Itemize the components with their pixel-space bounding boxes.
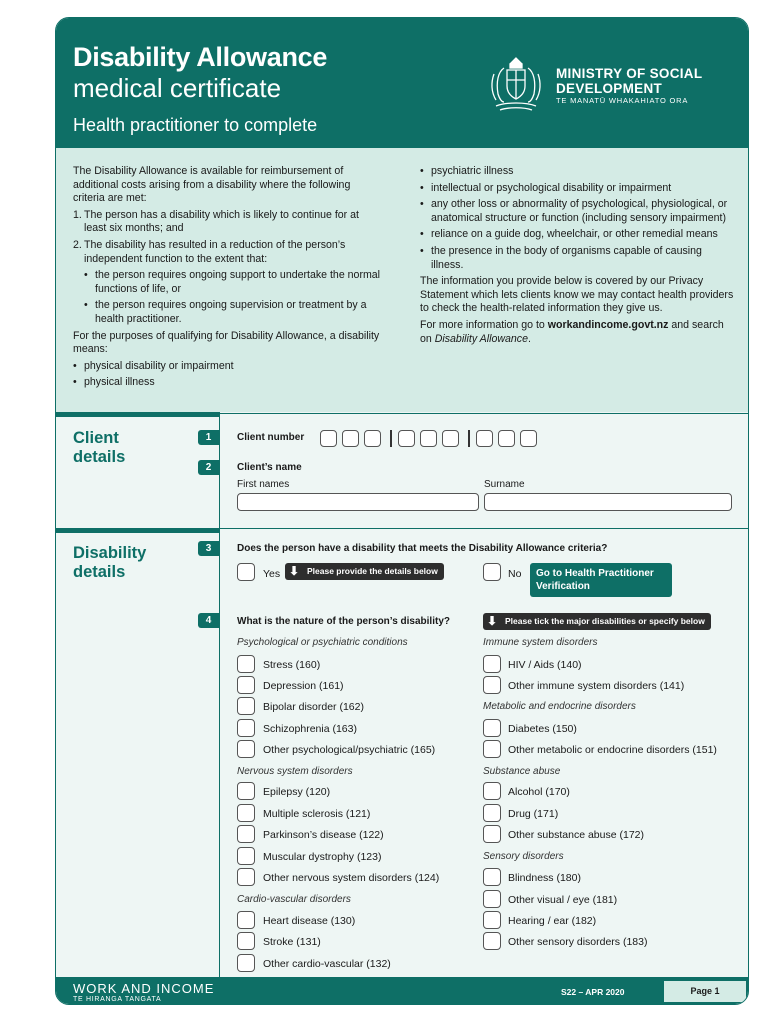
client-name-label: Client’s name (237, 462, 302, 473)
form-footer (56, 977, 748, 1005)
arrow-down-icon: ⬇ (289, 564, 300, 578)
category-heading: Sensory disorders (483, 851, 564, 862)
condition-label: Diabetes (150) (508, 723, 577, 735)
form-subtitle: medical certificate (73, 73, 282, 103)
digit-box[interactable] (476, 430, 493, 447)
condition-checkbox[interactable] (237, 954, 255, 972)
nature-question: What is the nature of the person’s disability? (237, 616, 450, 627)
condition-label: HIV / Aids (140) (508, 659, 582, 671)
condition-label: Other immune system disorders (141) (508, 680, 685, 692)
condition-label: Stroke (131) (263, 936, 321, 948)
criteria-subitem: • the person requires ongoing support to undertake the normal functions of life, or (84, 269, 381, 295)
condition-checkbox[interactable] (483, 782, 501, 800)
condition-checkbox[interactable] (237, 847, 255, 865)
condition-label: Stress (160) (263, 659, 321, 671)
nz-coat-of-arms-icon (486, 56, 546, 112)
no-checkbox[interactable] (483, 563, 501, 581)
section-divider-vertical (219, 412, 220, 528)
category-heading: Substance abuse (483, 766, 561, 777)
section-divider (219, 413, 749, 414)
intro-section (56, 148, 748, 412)
intro-left-column (73, 165, 383, 393)
condition-checkbox[interactable] (237, 782, 255, 800)
yes-checkbox[interactable] (237, 563, 255, 581)
digit-box[interactable] (320, 430, 337, 447)
arrow-down-icon: ⬇ (487, 614, 498, 628)
form-header (56, 18, 748, 148)
surname-field[interactable] (484, 493, 732, 511)
form-code: S22 – APR 2020 (561, 987, 625, 997)
no-label: No (508, 568, 522, 580)
digit-box[interactable] (420, 430, 437, 447)
intro-right-column (420, 165, 735, 349)
digit-box[interactable] (498, 430, 515, 447)
disability-bullet: • the presence in the body of organisms capable of causing illness. (420, 244, 702, 271)
surname-label: Surname (484, 479, 525, 490)
yes-label: Yes (263, 568, 281, 580)
condition-checkbox[interactable] (237, 676, 255, 694)
condition-label: Other metabolic or endocrine disorders (151) (508, 744, 717, 756)
practitioner-line: Health practitioner to complete (73, 115, 318, 135)
condition-label: Depression (161) (263, 680, 344, 692)
yes-instruction: ⬇ Please provide the details below (285, 563, 444, 580)
condition-label: Hearing / ear (182) (508, 915, 597, 927)
condition-checkbox[interactable] (483, 655, 501, 673)
website-link[interactable]: workandincome.govt.nz (547, 318, 669, 331)
condition-checkbox[interactable] (483, 868, 501, 886)
condition-label: Heart disease (130) (263, 915, 356, 927)
condition-label: Other nervous system disorders (124) (263, 872, 440, 884)
condition-checkbox[interactable] (483, 911, 501, 929)
ministry-name: MINISTRY OF SOCIAL DEVELOPMENT (556, 66, 703, 96)
disability-bullet: • psychiatric illness (420, 165, 514, 177)
first-names-label: First names (237, 479, 290, 490)
condition-label: Multiple sclerosis (121) (263, 808, 371, 820)
section-divider (56, 528, 219, 533)
condition-label: Alcohol (170) (508, 786, 570, 798)
condition-label: Drug (171) (508, 808, 559, 820)
footer-brand-maori: TE HIRANGA TANGATA (73, 996, 162, 1003)
category-heading: Cardio-vascular disorders (237, 894, 351, 905)
condition-label: Parkinson’s disease (122) (263, 829, 384, 841)
section-divider (56, 412, 219, 417)
condition-label: Other sensory disorders (183) (508, 936, 648, 948)
disability-bullet: • intellectual or psychological disability or impairment (420, 181, 672, 194)
disability-bullet: • physical illness (73, 376, 155, 389)
digit-separator (468, 430, 470, 447)
condition-checkbox[interactable] (483, 676, 501, 694)
condition-label: Epilepsy (120) (263, 786, 331, 798)
digit-separator (390, 430, 392, 447)
condition-label: Blindness (180) (508, 872, 581, 884)
category-heading: Psychological or psychiatric conditions (237, 637, 408, 648)
category-heading: Immune system disorders (483, 637, 598, 648)
question-number: 2 (198, 460, 219, 475)
client-details-title: Client details (73, 429, 126, 466)
condition-label: Schizophrenia (163) (263, 723, 357, 735)
category-heading: Nervous system disorders (237, 766, 353, 777)
digit-box[interactable] (364, 430, 381, 447)
digit-box[interactable] (442, 430, 459, 447)
form-page (55, 17, 749, 1005)
no-instruction: Go to Health Practitioner Verification (530, 563, 672, 597)
intro-paragraph: The Disability Allowance is available for reimbursement of additional costs arising from a disability where the following criteria are met: (73, 165, 351, 205)
privacy-statement: The information you provide below is covered by our Privacy Statement which lets clients know we may contact health providers to check the health-related information they give us. (420, 275, 734, 315)
condition-checkbox[interactable] (237, 697, 255, 715)
first-names-field[interactable] (237, 493, 479, 511)
digit-box[interactable] (520, 430, 537, 447)
condition-checkbox[interactable] (237, 911, 255, 929)
criteria-item: 2. The disability has resulted in a reduction of the person’s independent function to the extent that: (73, 238, 346, 265)
condition-label: Other cardio-vascular (132) (263, 958, 391, 970)
condition-label: Other visual / eye (181) (508, 894, 618, 906)
page-number: Page 1 (664, 981, 746, 1002)
condition-checkbox[interactable] (483, 825, 501, 843)
digit-box[interactable] (398, 430, 415, 447)
question-number: 3 (198, 541, 219, 556)
client-number-label: Client number (237, 432, 305, 443)
footer-brand: WORK AND INCOME (73, 981, 215, 996)
ministry-maori-name: TE MANATŪ WHAKAHIATO ORA (556, 96, 689, 105)
condition-checkbox[interactable] (483, 740, 501, 758)
condition-label: Muscular dystrophy (123) (263, 851, 382, 863)
condition-checkbox[interactable] (483, 890, 501, 908)
intro-paragraph: For the purposes of qualifying for Disability Allowance, a disability means: (73, 329, 380, 356)
condition-label: Bipolar disorder (162) (263, 701, 364, 713)
digit-box[interactable] (342, 430, 359, 447)
form-title: Disability Allowance (73, 42, 328, 72)
question-number: 4 (198, 613, 219, 628)
condition-checkbox[interactable] (237, 868, 255, 886)
criteria-item: 1. The person has a disability which is likely to continue for at least six months; and (73, 208, 359, 235)
disability-bullet: • any other loss or abnormality of psychological, physiological, or anatomical structure or function (including sensory impairment) (420, 198, 728, 224)
condition-checkbox[interactable] (237, 804, 255, 822)
condition-checkbox[interactable] (237, 719, 255, 737)
disability-bullet: • physical disability or impairment (73, 359, 234, 372)
condition-checkbox[interactable] (237, 932, 255, 950)
disability-bullet: • reliance on a guide dog, wheelchair, or other remedial means (420, 228, 718, 241)
criteria-question: Does the person have a disability that meets the Disability Allowance criteria? (237, 543, 608, 554)
condition-checkbox[interactable] (237, 655, 255, 673)
condition-checkbox[interactable] (483, 719, 501, 737)
nature-instruction: ⬇ Please tick the major disabilities or specify below (483, 613, 711, 630)
condition-checkbox[interactable] (237, 825, 255, 843)
condition-checkbox[interactable] (237, 740, 255, 758)
disability-details-title: Disability details (73, 544, 147, 581)
condition-label: Other substance abuse (172) (508, 829, 644, 841)
criteria-subitem: • the person requires ongoing supervision or treatment by a health practitioner. (84, 299, 367, 325)
category-heading: Metabolic and endocrine disorders (483, 701, 636, 712)
condition-checkbox[interactable] (483, 804, 501, 822)
section-divider-vertical (219, 528, 220, 977)
section-divider (219, 528, 749, 529)
condition-label: Other psychological/psychiatric (165) (263, 744, 436, 756)
more-info: For more information go to workandincome.govt.nz and search on Disability Allowance. (420, 318, 724, 345)
question-number: 1 (198, 430, 219, 445)
condition-checkbox[interactable] (483, 932, 501, 950)
